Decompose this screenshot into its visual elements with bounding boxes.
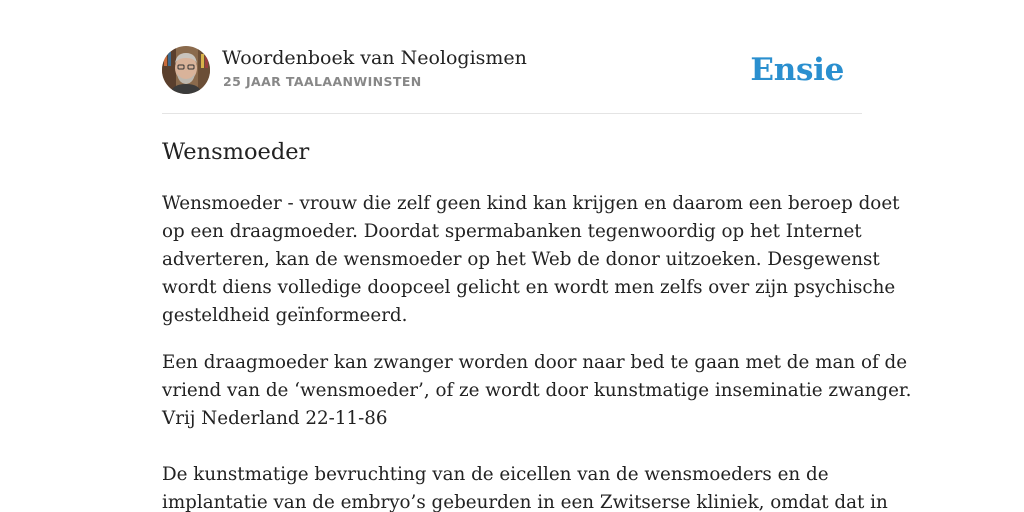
author-portrait-icon[interactable] bbox=[162, 46, 210, 94]
post-title: Wensmoeder bbox=[162, 139, 310, 165]
paragraph-line: Wensmoeder - vrouw die zelf geen kind kan krijgen en daarom een beroep doet bbox=[162, 193, 900, 214]
paragraph-line: De kunstmatige bevruchting van de eicellen van de wensmoeders en de bbox=[162, 464, 829, 485]
paragraph-line: adverteren, kan de wensmoeder op het Web de donor uitzoeken. Desgewenst bbox=[162, 249, 880, 270]
paragraph-line: gesteldheid geïnformeerd. bbox=[162, 305, 408, 326]
header-divider bbox=[162, 113, 862, 114]
paragraph-line: Een draagmoeder kan zwanger worden door naar bed te gaan met de man of de bbox=[162, 352, 908, 373]
paragraph-line: implantatie van de embryo’s gebeurden in een Zwitserse kliniek, omdat dat in bbox=[162, 492, 888, 512]
blog-subtitle: 25 JAAR TAALAANWINSTEN bbox=[223, 74, 422, 89]
paragraph-line: vriend van de ‘wensmoeder’, of ze wordt door kunstmatige inseminatie zwanger. bbox=[162, 380, 912, 401]
blog-header bbox=[162, 46, 862, 96]
paragraph-line: wordt diens volledige doopceel gelicht en wordt men zelfs over zijn psychische bbox=[162, 277, 896, 298]
post-body bbox=[162, 190, 912, 512]
source-citation: Vrij Nederland 22-11-86 bbox=[162, 408, 388, 429]
blog-title[interactable]: Woordenboek van Neologismen bbox=[222, 47, 527, 69]
blank-line bbox=[162, 433, 862, 461]
paragraph-line: op een draagmoeder. Doordat spermabanken tegenwoordig op het Internet bbox=[162, 221, 862, 242]
ensie-logo[interactable]: Ensie bbox=[750, 52, 844, 88]
